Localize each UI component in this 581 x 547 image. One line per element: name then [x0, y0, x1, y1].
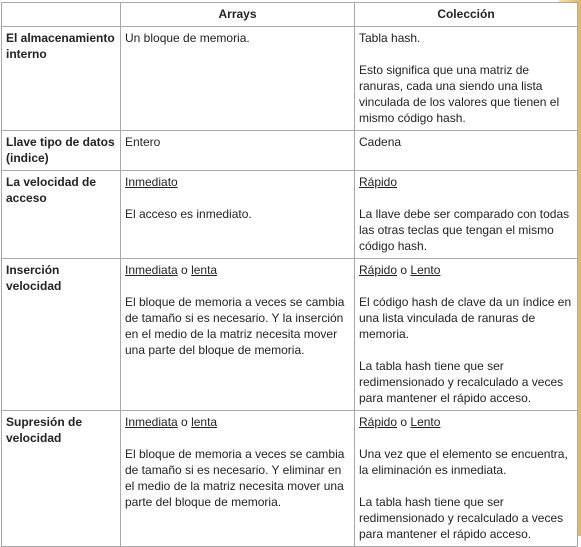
cell-detail: El bloque de memoria a veces se cambia de tamaño si es necesario. Y la inserción en el medio de la matriz necesita mover una parte del bloque de memoria.: [125, 295, 345, 357]
speed-link-slow[interactable]: Lento: [410, 415, 441, 429]
speed-link-slow[interactable]: lenta: [191, 263, 218, 277]
row-label: Llave tipo de datos (indice): [2, 131, 121, 171]
table-row: [2, 259, 578, 411]
cell-detail: El código hash de clave da un índice en una lista vinculada de ranuras de memoria.: [359, 295, 572, 341]
cell-detail: El acceso es inmediato.: [125, 207, 252, 221]
cell-detail: La llave debe ser comparado con todas las otras teclas que tengan el mismo código hash.: [359, 207, 570, 253]
coleccion-cell: [355, 27, 578, 131]
row-label: El almacenamiento interno: [2, 27, 121, 131]
speed-line: [359, 262, 573, 278]
coleccion-cell: [355, 131, 578, 171]
speed-link[interactable]: Rápido: [359, 175, 398, 189]
row-label: La velocidad de acceso: [2, 171, 121, 259]
header-coleccion: Colección: [355, 3, 578, 27]
speed-line: [125, 414, 350, 430]
speed-sep: o: [181, 263, 188, 277]
header-empty-cell: [2, 3, 121, 27]
table-row: [2, 171, 578, 259]
speed-link-fast[interactable]: Rápido: [359, 263, 398, 277]
speed-sep: o: [400, 263, 408, 277]
cell-text: Entero: [125, 135, 161, 149]
speed-link-fast[interactable]: Inmediata: [125, 263, 178, 277]
table-row: [2, 131, 578, 171]
speed-link-slow[interactable]: Lento: [410, 263, 441, 277]
cell-detail-2: La tabla hash tiene que ser redimensionado y recalculado a veces para mantener el rápido acceso.: [359, 359, 564, 405]
speed-link-fast[interactable]: Rápido: [359, 415, 398, 429]
cell-text: Tabla hash.: [359, 31, 421, 45]
arrays-cell: [121, 259, 355, 411]
cell-detail: Una vez que el elemento se encuentra, la eliminación es inmediata.: [359, 447, 568, 477]
coleccion-cell: [355, 411, 578, 547]
speed-sep: o: [400, 415, 408, 429]
row-label: Supresión de velocidad: [2, 411, 121, 547]
coleccion-cell: [355, 171, 578, 259]
speed-link[interactable]: Inmediato: [125, 175, 178, 189]
speed-line: [359, 414, 573, 430]
cell-text: Cadena: [359, 135, 402, 149]
table-row: [2, 411, 578, 547]
speed-link-fast[interactable]: Inmediata: [125, 415, 178, 429]
coleccion-cell: [355, 259, 578, 411]
arrays-cell: [121, 171, 355, 259]
cell-detail-2: La tabla hash tiene que ser redimensionado y recalculado a veces para mantener el rápido acceso.: [359, 495, 564, 541]
speed-line: [125, 262, 350, 278]
cell-text: Un bloque de memoria.: [125, 31, 250, 45]
arrays-cell: [121, 131, 355, 171]
table-row: [2, 27, 578, 131]
cell-detail: El bloque de memoria a veces se cambia de tamaño si es necesario. Y eliminar en el medio de la matriz necesita mover una parte del bloque de memoria.: [125, 447, 345, 509]
arrays-cell: [121, 27, 355, 131]
speed-link-slow[interactable]: lenta: [191, 415, 218, 429]
comparison-table: [1, 2, 578, 547]
table-header-row: [2, 3, 578, 27]
header-arrays: Arrays: [121, 3, 355, 27]
row-label: Inserción velocidad: [2, 259, 121, 411]
cell-detail: Esto significa que una matriz de ranuras, cada una siendo una lista vinculada de los valores que tienen el mismo código hash.: [359, 63, 560, 125]
arrays-cell: [121, 411, 355, 547]
speed-sep: o: [181, 415, 188, 429]
